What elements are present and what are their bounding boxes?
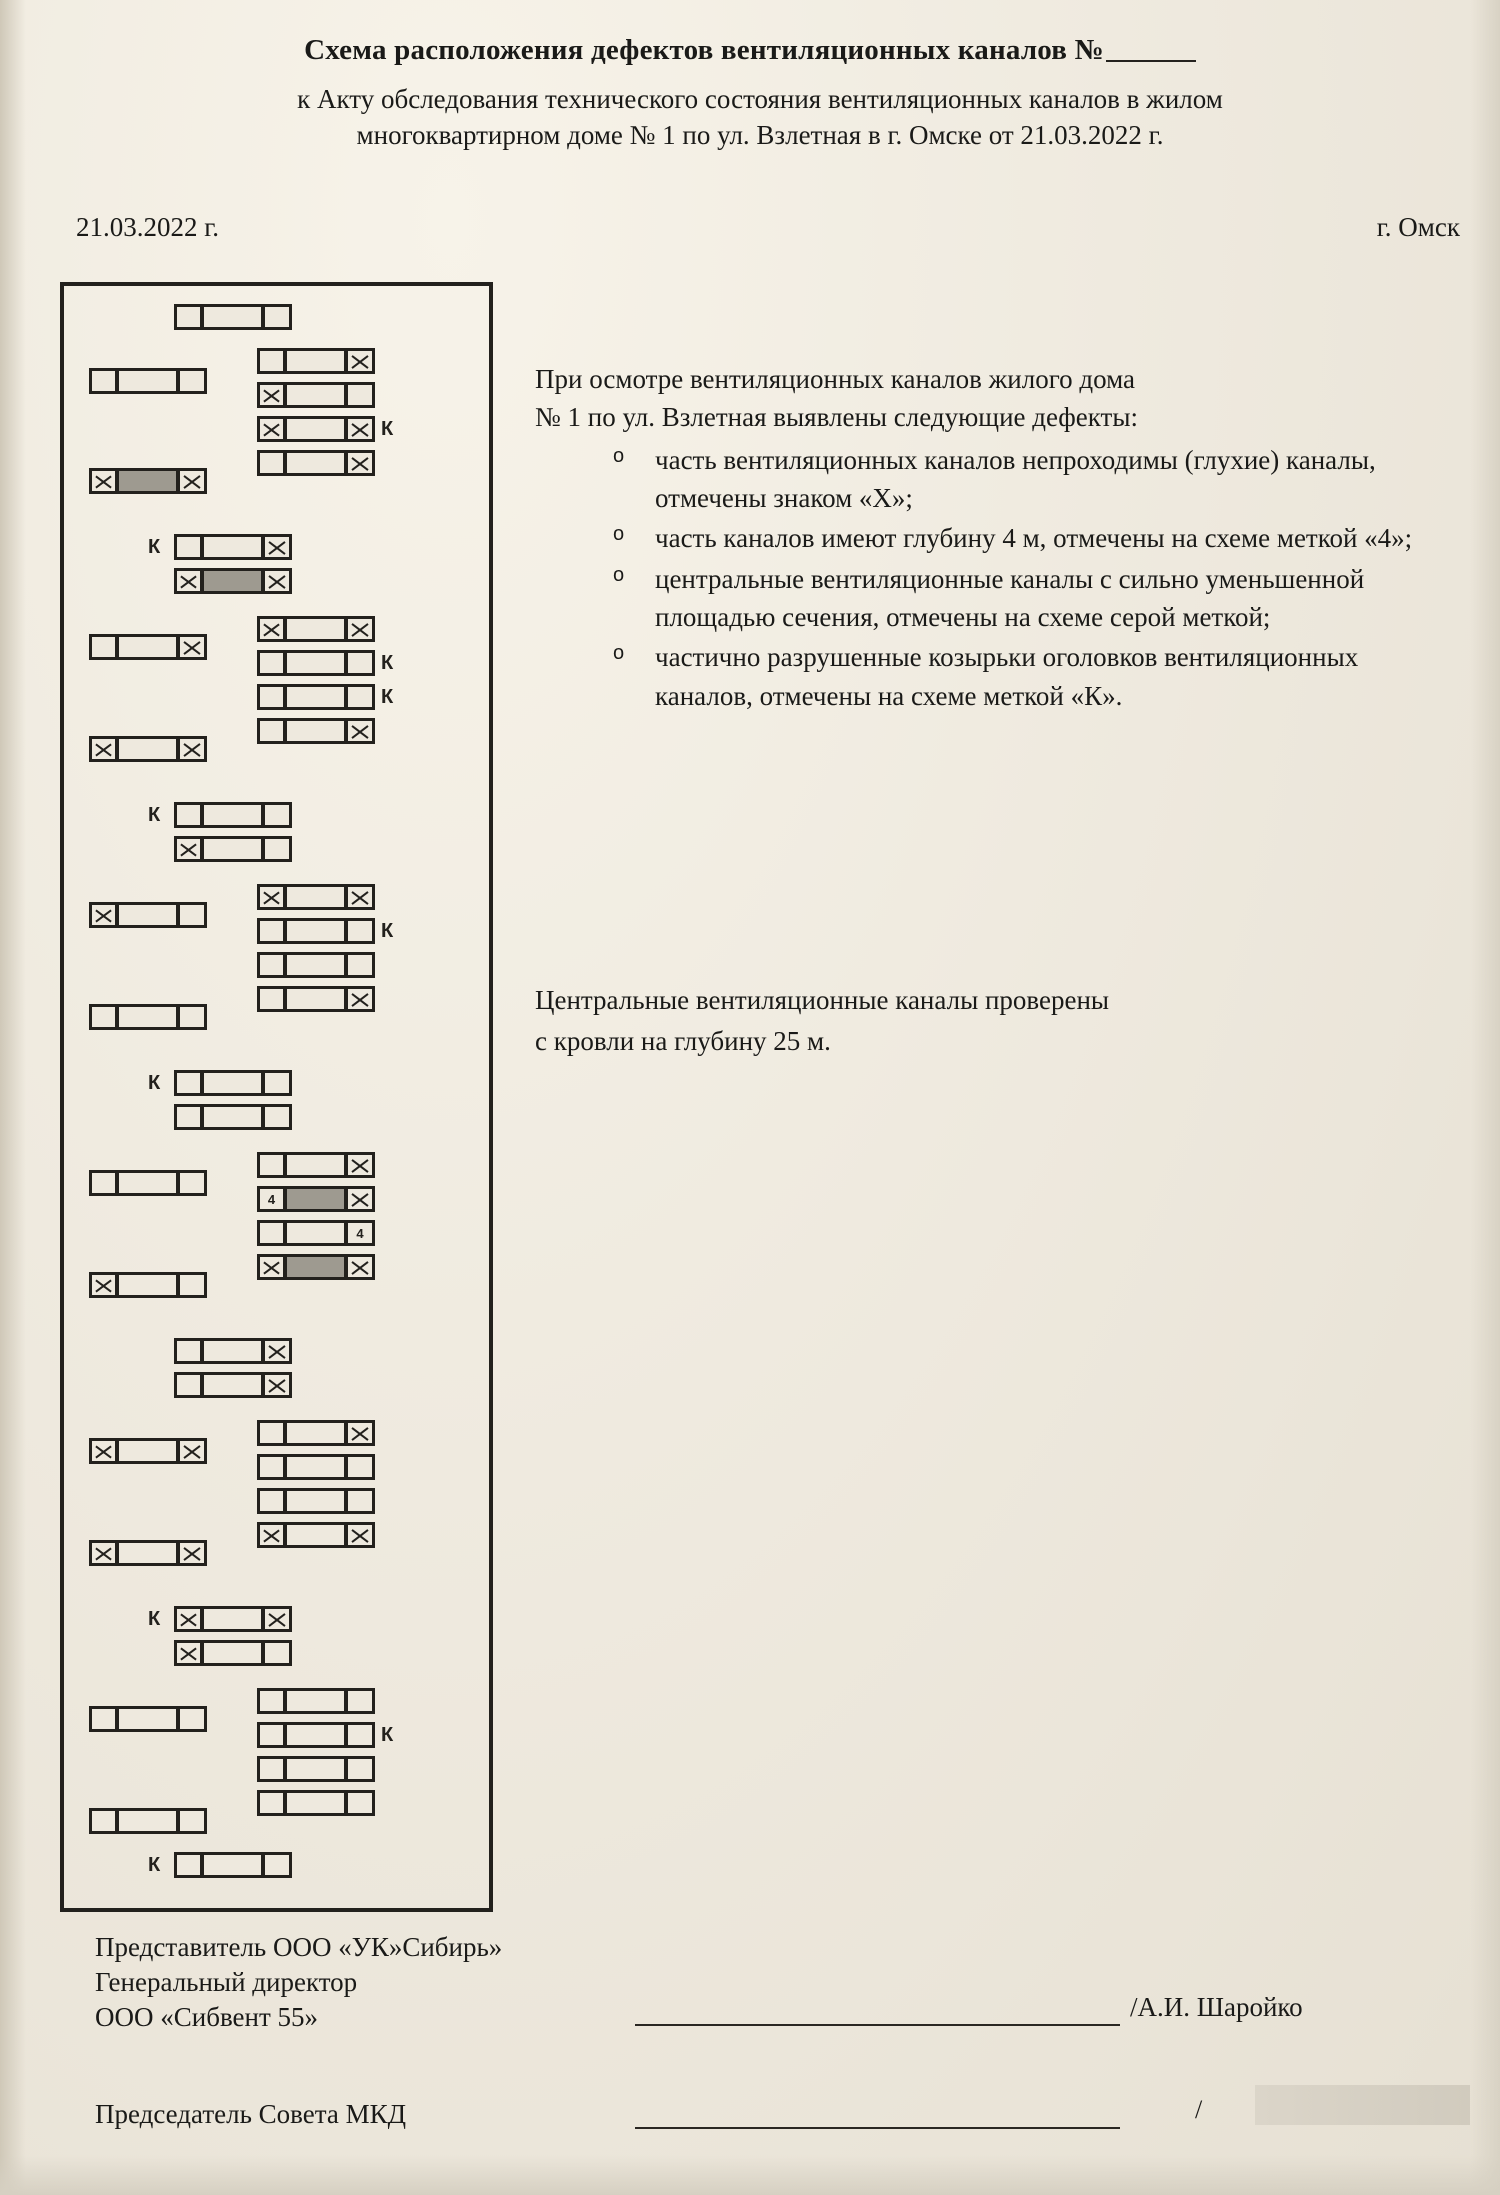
vent-cell-plain xyxy=(257,1688,286,1714)
vent-cell-plain xyxy=(202,304,264,330)
date-city-bar xyxy=(0,212,1500,252)
vent-cell-blocked xyxy=(263,568,292,594)
vent-cell-plain xyxy=(202,1852,264,1878)
cap-damaged-marker-k: К xyxy=(381,1724,394,1746)
vent-cell-blocked xyxy=(263,1372,292,1398)
vent-channel-block xyxy=(257,1522,375,1548)
vent-cell-plain xyxy=(117,1706,179,1732)
vent-cell-blocked xyxy=(346,1254,375,1280)
vent-cell-plain xyxy=(285,1522,347,1548)
vent-cell-plain xyxy=(285,382,347,408)
signature-representative-label: Представитель ООО «УК»Сибирь» xyxy=(95,1932,503,1962)
vent-cell-plain xyxy=(117,736,179,762)
signature-block xyxy=(95,1930,1435,2132)
signature-director-name: /А.И. Шаройко xyxy=(1130,1992,1303,2022)
vent-cell-reduced-section xyxy=(285,1254,347,1280)
document-title-number-symbol: № xyxy=(1074,34,1104,66)
vent-channel-block xyxy=(89,1808,207,1834)
vent-cell-plain xyxy=(346,918,375,944)
signature-representative-row xyxy=(95,1930,1435,2035)
vent-cell-plain xyxy=(202,1372,264,1398)
vent-cell-plain xyxy=(263,1104,292,1130)
vent-cell-plain xyxy=(89,634,118,660)
closing-line-2: с кровли на глубину 25 м. xyxy=(535,1025,831,1056)
vent-cell-blocked xyxy=(346,884,375,910)
vent-cell-plain xyxy=(263,802,292,828)
defect-bullet-text: центральные вентиляционные каналы с сильно уменьшенной площадью сечения, отмечены на схеме серой меткой; xyxy=(655,563,1365,632)
vent-cell-plain xyxy=(346,1454,375,1480)
document-title-text: Схема расположения дефектов вентиляционных каналов xyxy=(304,34,1075,66)
vent-cell-plain xyxy=(178,1808,207,1834)
cap-damaged-marker-k: К xyxy=(148,1608,161,1630)
findings-intro-line-1: При осмотре вентиляционных каналов жилого дома xyxy=(535,364,1135,394)
vent-cell-plain xyxy=(202,1640,264,1666)
vent-cell-plain xyxy=(117,902,179,928)
vent-cell-blocked xyxy=(178,468,207,494)
vent-channel-block xyxy=(257,986,375,1012)
vent-channel-block xyxy=(257,884,375,910)
vent-channel-block xyxy=(174,1070,292,1096)
vent-cell-plain xyxy=(257,1790,286,1816)
vent-cell-reduced-section xyxy=(202,568,264,594)
vent-cell-plain xyxy=(257,952,286,978)
vent-cell-plain xyxy=(174,1338,203,1364)
vent-cell-plain xyxy=(257,718,286,744)
vent-cell-plain xyxy=(257,918,286,944)
vent-cell-plain xyxy=(285,718,347,744)
subtitle-line-2: многоквартирном доме № 1 по ул. Взлетная в г. Омске от 21.03.2022 г. xyxy=(356,119,1164,150)
vent-cell-blocked xyxy=(89,468,118,494)
bullet-marker-icon: o xyxy=(613,563,625,586)
findings-intro-line-2: № 1 по ул. Взлетная выявлены следующие дефекты: xyxy=(535,402,1138,433)
vent-channel-block xyxy=(89,902,207,928)
vent-cell-blocked xyxy=(89,736,118,762)
vent-cell-depth-4m xyxy=(346,1220,375,1246)
vent-channel-block xyxy=(174,568,292,594)
vent-channel-block xyxy=(174,534,292,560)
vent-cell-blocked xyxy=(346,718,375,744)
vent-channel-block xyxy=(257,1790,375,1816)
vent-cell-plain xyxy=(117,368,179,394)
vent-cell-reduced-section xyxy=(285,1186,347,1212)
vent-cell-plain xyxy=(89,1004,118,1030)
vent-cell-blocked xyxy=(89,1540,118,1566)
vent-cell-blocked xyxy=(263,534,292,560)
vent-cell-plain xyxy=(346,650,375,676)
vent-cell-plain xyxy=(285,1790,347,1816)
vent-cell-plain xyxy=(202,534,264,560)
vent-cell-plain xyxy=(89,1808,118,1834)
vent-cell-plain xyxy=(89,1706,118,1732)
vent-cell-plain xyxy=(263,1070,292,1096)
vent-cell-plain xyxy=(178,368,207,394)
vent-channel-block xyxy=(174,1640,292,1666)
vent-channel-block xyxy=(257,1254,375,1280)
defects-bullet-list xyxy=(535,441,1425,715)
defect-bullet-item xyxy=(535,441,1425,518)
vent-cell-plain xyxy=(285,1220,347,1246)
signature-chairman-line[interactable] xyxy=(635,2127,1120,2129)
vent-cell-blocked xyxy=(257,1522,286,1548)
vent-channel-block xyxy=(89,1706,207,1732)
vent-cell-plain xyxy=(285,450,347,476)
vent-channel-block xyxy=(89,368,207,394)
vent-channel-block xyxy=(174,1606,292,1632)
vent-cell-plain xyxy=(263,1852,292,1878)
vent-channel-block xyxy=(257,718,375,744)
defect-bullet-item xyxy=(535,560,1425,637)
vent-cell-plain xyxy=(285,952,347,978)
vent-cell-plain xyxy=(174,534,203,560)
vent-cell-plain xyxy=(174,304,203,330)
vent-cell-blocked xyxy=(346,1152,375,1178)
vent-channel-block xyxy=(89,1438,207,1464)
vent-cell-blocked xyxy=(178,634,207,660)
vent-cell-blocked xyxy=(346,1186,375,1212)
document-title-number-blank xyxy=(1106,60,1196,62)
vent-channel-block xyxy=(174,1852,292,1878)
vent-cell-plain xyxy=(285,1756,347,1782)
vent-cell-plain xyxy=(202,1070,264,1096)
vent-cell-plain xyxy=(285,884,347,910)
vent-cell-plain xyxy=(89,368,118,394)
vent-cell-plain xyxy=(346,1722,375,1748)
vent-cell-plain xyxy=(285,1420,347,1446)
vent-cell-blocked xyxy=(89,1438,118,1464)
vent-cell-plain xyxy=(178,1170,207,1196)
depth-4-label: 4 xyxy=(356,1225,364,1241)
cap-damaged-marker-k: К xyxy=(148,536,161,558)
vent-channel-block xyxy=(89,634,207,660)
vent-channel-block xyxy=(257,1220,375,1246)
vent-cell-plain xyxy=(346,1688,375,1714)
vent-cell-plain xyxy=(285,1722,347,1748)
vent-channel-block xyxy=(257,450,375,476)
vent-channel-block xyxy=(257,1488,375,1514)
vent-cell-plain xyxy=(117,634,179,660)
vent-channel-block xyxy=(89,468,207,494)
signature-chairman-label: Председатель Совета МКД xyxy=(95,2099,407,2130)
vent-cell-plain xyxy=(263,836,292,862)
vent-cell-blocked xyxy=(346,450,375,476)
vent-cell-blocked xyxy=(257,616,286,642)
defect-bullet-text: часть вентиляционных каналов непроходимы (глухие) каналы, отмечены знаком «Х»; xyxy=(655,444,1376,513)
vent-cell-blocked xyxy=(178,1540,207,1566)
vent-cell-blocked xyxy=(89,1272,118,1298)
vent-cell-blocked xyxy=(346,986,375,1012)
bullet-marker-icon: o xyxy=(613,642,625,665)
vent-cell-plain xyxy=(257,1454,286,1480)
subtitle-line-1: к Акту обследования технического состояния вентиляционных каналов в жилом xyxy=(297,84,1223,114)
vent-cell-blocked xyxy=(89,902,118,928)
vent-channel-block xyxy=(174,1338,292,1364)
vent-channel-block xyxy=(89,1272,207,1298)
vent-cell-plain xyxy=(178,902,207,928)
vent-cell-blocked xyxy=(346,616,375,642)
signature-chairman-row xyxy=(95,2097,1435,2132)
vent-cell-plain xyxy=(178,1004,207,1030)
vent-cell-plain xyxy=(346,952,375,978)
vent-cell-blocked xyxy=(346,416,375,442)
vent-cell-plain xyxy=(117,1170,179,1196)
ventilation-scheme-diagram xyxy=(60,282,493,1912)
vent-cell-blocked xyxy=(174,1640,203,1666)
cap-damaged-marker-k: К xyxy=(148,1072,161,1094)
cap-damaged-marker-k: К xyxy=(381,920,394,942)
vent-cell-plain xyxy=(257,1722,286,1748)
vent-channel-block xyxy=(257,1420,375,1446)
vent-channel-block xyxy=(257,1454,375,1480)
vent-cell-plain xyxy=(263,304,292,330)
vent-channel-block xyxy=(89,1540,207,1566)
vent-cell-plain xyxy=(174,1070,203,1096)
defect-bullet-text: часть каналов имеют глубину 4 м, отмечены на схеме меткой «4»; xyxy=(655,523,1413,554)
cap-damaged-marker-k: К xyxy=(381,652,394,674)
vent-channel-block xyxy=(174,802,292,828)
vent-channel-block xyxy=(257,650,375,676)
vent-cell-plain xyxy=(117,1272,179,1298)
vent-cell-plain xyxy=(174,1104,203,1130)
vent-channel-block xyxy=(89,1004,207,1030)
vent-channel-block xyxy=(174,304,292,330)
vent-cell-plain xyxy=(263,1640,292,1666)
vent-cell-reduced-section xyxy=(117,468,179,494)
vent-cell-plain xyxy=(285,1688,347,1714)
vent-cell-plain xyxy=(257,650,286,676)
vent-cell-plain xyxy=(285,684,347,710)
vent-channel-block xyxy=(174,836,292,862)
vent-channel-block xyxy=(257,416,375,442)
vent-cell-plain xyxy=(257,1488,286,1514)
vent-cell-plain xyxy=(202,1104,264,1130)
vent-cell-plain xyxy=(202,1606,264,1632)
vent-cell-plain xyxy=(202,836,264,862)
vent-channel-block xyxy=(257,1152,375,1178)
vent-cell-depth-4m xyxy=(257,1186,286,1212)
vent-cell-plain xyxy=(285,918,347,944)
bullet-marker-icon: o xyxy=(613,444,625,467)
vent-channel-block xyxy=(89,1170,207,1196)
vent-channel-block xyxy=(257,952,375,978)
signature-director-label-1: Генеральный директор xyxy=(95,1967,358,1998)
vent-channel-block xyxy=(257,348,375,374)
vent-cell-plain xyxy=(346,1790,375,1816)
vent-cell-plain xyxy=(174,1372,203,1398)
vent-cell-blocked xyxy=(346,1522,375,1548)
document-subtitle xyxy=(90,82,1430,153)
vent-cell-plain xyxy=(257,1152,286,1178)
vent-cell-plain xyxy=(202,802,264,828)
findings-text-block xyxy=(535,360,1425,717)
closing-line-1: Центральные вентиляционные каналы проверены xyxy=(535,985,1110,1015)
vent-cell-blocked xyxy=(257,382,286,408)
vent-channel-block xyxy=(257,382,375,408)
vent-channel-block xyxy=(257,616,375,642)
vent-cell-blocked xyxy=(174,568,203,594)
cap-damaged-marker-k: К xyxy=(148,1854,161,1876)
vent-cell-plain xyxy=(257,1220,286,1246)
vent-cell-plain xyxy=(117,1540,179,1566)
vent-cell-blocked xyxy=(174,1606,203,1632)
vent-cell-plain xyxy=(174,802,203,828)
vent-cell-plain xyxy=(346,1488,375,1514)
vent-channel-block xyxy=(174,1372,292,1398)
defect-bullet-item xyxy=(535,638,1425,715)
vent-cell-plain xyxy=(117,1004,179,1030)
vent-cell-blocked xyxy=(257,416,286,442)
vent-channel-block xyxy=(257,1722,375,1748)
document-city: г. Омск xyxy=(1376,212,1460,242)
vent-cell-plain xyxy=(285,650,347,676)
defect-bullet-item xyxy=(535,519,1425,557)
vent-cell-plain xyxy=(89,1170,118,1196)
vent-cell-plain xyxy=(257,986,286,1012)
vent-cell-plain xyxy=(178,1706,207,1732)
vent-cell-plain xyxy=(285,1454,347,1480)
vent-cell-plain xyxy=(285,348,347,374)
vent-cell-plain xyxy=(257,450,286,476)
signature-director-label-2: ООО «Сибвент 55» xyxy=(95,2002,319,2033)
vent-channel-block xyxy=(257,918,375,944)
vent-channel-block xyxy=(257,1688,375,1714)
vent-cell-plain xyxy=(346,1756,375,1782)
vent-cell-blocked xyxy=(263,1338,292,1364)
vent-channel-block xyxy=(174,1104,292,1130)
signature-chairman-name: / xyxy=(1195,2095,1203,2125)
vent-channel-block xyxy=(257,1756,375,1782)
closing-note xyxy=(535,980,1425,1061)
vent-cell-blocked xyxy=(178,1438,207,1464)
scan-smudge xyxy=(1255,2085,1470,2125)
vent-cell-plain xyxy=(257,1420,286,1446)
defect-bullet-text: частично разрушенные козырьки оголовков вентиляционных каналов, отмечены на схеме меткой «К». xyxy=(655,642,1359,711)
vent-cell-plain xyxy=(285,416,347,442)
vent-cell-plain xyxy=(285,1152,347,1178)
vent-cell-blocked xyxy=(346,1420,375,1446)
vent-cell-plain xyxy=(257,684,286,710)
vent-cell-plain xyxy=(257,1756,286,1782)
vent-cell-blocked xyxy=(174,836,203,862)
vent-cell-blocked xyxy=(346,348,375,374)
bullet-marker-icon: o xyxy=(613,523,625,546)
vent-channel-block xyxy=(257,684,375,710)
signature-director-line[interactable] xyxy=(635,2024,1120,2026)
vent-cell-blocked xyxy=(263,1606,292,1632)
vent-channel-block xyxy=(257,1186,375,1212)
vent-cell-blocked xyxy=(257,1254,286,1280)
depth-4-label: 4 xyxy=(267,1191,276,1207)
cap-damaged-marker-k: К xyxy=(381,418,394,440)
vent-cell-plain xyxy=(346,382,375,408)
document-date: 21.03.2022 г. xyxy=(76,212,220,242)
vent-cell-plain xyxy=(117,1438,179,1464)
cap-damaged-marker-k: К xyxy=(381,686,394,708)
document-title xyxy=(0,34,1500,67)
vent-cell-plain xyxy=(174,1852,203,1878)
vent-cell-plain xyxy=(257,348,286,374)
vent-cell-plain xyxy=(117,1808,179,1834)
vent-channel-block xyxy=(89,736,207,762)
vent-cell-plain xyxy=(178,1272,207,1298)
vent-cell-plain xyxy=(202,1338,264,1364)
vent-cell-blocked xyxy=(257,884,286,910)
vent-cell-plain xyxy=(346,684,375,710)
cap-damaged-marker-k: К xyxy=(148,804,161,826)
vent-cell-plain xyxy=(285,1488,347,1514)
vent-cell-plain xyxy=(285,616,347,642)
vent-cell-blocked xyxy=(178,736,207,762)
vent-cell-plain xyxy=(285,986,347,1012)
